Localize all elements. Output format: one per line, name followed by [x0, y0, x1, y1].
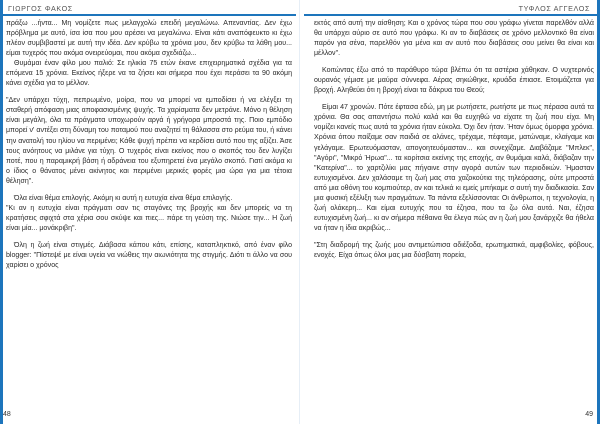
paragraph: Όλα είναι θέμα επιλογής. Ακόμη κι αυτή η ευτυχία είναι θέμα επιλογής. — [14, 194, 233, 202]
paragraph: Είμαι 47 χρονών. Πότε έφτασα εδώ, μη με ρωτήσετε, ρωτήστε με πως πέρασα αυτά τα χρόνια. Θα σας απαντήσω πολύ καλά και θα ευχηθώ να είχατε τη ζωή που είχα. Μη νομίζει κανείς πως αυτά τα χρόνια ήταν εύκολα. Όχι δεν ήταν. Ήταν όμως όμορφα χρόνια. Χρόνια όπου παίξαμε σαν παιδιά σε αλάνες, τρέχαμε, πέφταμε, ματώναμε, κλαίγαμε και γελάγαμε. Ερωτευόμασταν, απογοητευόμασταν... και συνεχίζαμε. Διαβάζαμε "Μπλεκ", "Αγόρι", "Μικρό Ήρωα"... τα κορίτσια εκείνης της εποχής, αν θυμάμαι καλά, διάβαζαν την "Κατερίνα"... το χαρτζιλίκι μας πήγαινε στην αγορά αυτών των περιοδικών. Ήμασταν ευτυχισμένοι. Δεν χαλάσαμε τη ζωή μας στα χαζοκούτια της τηλεόρασης, ούτε μπροστά από μια οθόνη του κομπιούτερ, αν και τελικά κι εμείς μπήκαμε σ αυτή την διαδικασία. Σαν μια φυσική εξέλιξη των πραγμάτων. Τα πάντα εξελίσσονται: Οι άνθρωποι, η τεχνολογία, η ζωή ολάκερη... Και είμαι ευτυχής που τα έζησα, που τα ζω όλα αυτά. Ναι, έζησα ευτυχισμένη ζωή... κι αν σήμερα πέθαινα θα έλεγα πώς αν η ζωή μου ξανάρχιζε θα ήθελα να ήταν η ίδια ακριβώς... — [314, 104, 594, 232]
left-page-blue-edge — [0, 0, 3, 424]
quote-paragraph: "Δεν υπάρχει τύχη, πεπρωμένο, μοίρα, που να μπορεί να εμποδίσει ή να ελέγξει τη σταθερή απόφαση μιας αποφασισμένης ψυχής. Τα χαρίσματα δεν μετράνε. Μόνο η θέληση είναι μεγάλη, όλα τα πράγματα υποχωρούν αργά ή γρήγορα μπροστά της. Ποιο εμπόδιο μπορεί ν' αντέξει στη δύναμη του ποταμού που αναζητεί τη θάλασσα στο ρεύμα του, ή κάνει την ανατολή του ηλίου να περιμένει; Κάθε ψυχή πρέπει να κερδίσει αυτό που της αξίζει. Άσε τους ανόητους να μιλάνε για τύχη. Ο τυχερός είναι εκείνος που ο σκοπός του δεν λυγίζει ποτέ, που η παραμικρή βάση ή αδράνεια του εξυπηρετεί ένα μεγάλο σκοπό. Γιατί ακόμα κι ο ίδιος ο θάνατος μένει ακίνητος και περιμένει μερικές φορές μια ώρα για μια τέτοια θέληση". — [6, 97, 292, 185]
left-header-rule — [0, 14, 296, 16]
page-number-left: 48 — [3, 411, 11, 418]
paragraph: Κοιτώντας έξω από το παράθυρο τώρα βλέπω ότι τα αστέρια χάθηκαν. Ο νυχτερινός ουρανός γέμισε με μαύρα σύννεφα. Αέρας σηκώθηκε, κρυάδα έπιασε. Ετοιμάζεται για βροχή. Αληθεύει ότι η βροχή είναι τα δάκρυα του Θεού; — [314, 67, 594, 95]
left-page-body — [6, 19, 292, 271]
left-running-header: ΓΙΩΡΓΟΣ ΦΑΚΟΣ — [8, 4, 73, 13]
paragraph: Θυμάμαι έναν φίλο μου παλιό: Σε ηλικία 75 ετών έκανε επιχειρηματικά σχέδια για τα επόμενα 15 χρόνια. Εκείνος ήξερε να τα ζήσει και σήμερα που έχει περάσει τα 90 ακόμη κάνει σχέδια για το μέλλον. — [6, 60, 292, 88]
page-number-right: 49 — [585, 411, 593, 418]
right-page — [300, 0, 600, 424]
paragraph: πράξω ...ήντα... Μη νομίζετε πως μελαγχολώ επειδή μεγαλώνω. Απεναντίας. Δεν έχω πρόβλημα με αυτό, ίσα ίσα που μου αρέσει να μεγαλώνω. Είναι κάτι αναπόφευκτο κι έχω πλέον συμβιβαστεί με αυτή την ιδέα. Δεν κρύβω τα χρόνια μου, δεν κρύβω τα λάθη μου... είμαι τυχερός που ακόμα ονειρεύομαι, που ακόμα σχεδιάζω... — [6, 20, 292, 58]
right-header-rule — [304, 14, 600, 16]
quote-paragraph: "Κι αν η ευτυχία είναι πράγματι σαν τις σταγόνες της βροχής και δεν μπορείς να τη κρατήσεις σφιχτά στα χέρια σου σκύψε και πιες... πάρε τη γεύση της. Νιώσε την... Η ζωή είναι μία... μονάκριβη". — [6, 204, 292, 232]
right-running-header: ΤΥΦΛΟΣ ΑΓΓΕΛΟΣ — [518, 4, 590, 13]
paragraph: Όλη η ζωή είναι στιγμές. Διάβασα κάπου κάτι, επίσης, καταπληκτικό, από έναν φίλο blogger: "Πίστεψέ με είναι υγεία να νιώθεις την αιωνιότητα της στιγμής. Διότι τι άλλο να σου χαρίσει ο χρόνος — [6, 241, 292, 270]
paragraph: εκτός από αυτή την αίσθηση; Και ο χρόνος τώρα που σου γράφω γίνεται παρελθόν αλλά θα υπάρχει αύριο σε αυτό που γράφω. Κι αν το διαβάσεις σε χρόνο μελλοντικό θα είναι παρόν για σένα, παρελθόν για μένα και αν αυτό που διαβάσεις σου μείνει θα είναι και μέλλον". — [314, 20, 594, 58]
right-page-body — [314, 19, 594, 261]
quote-paragraph: "Στη διαδρομή της ζωής μου αντιμετώπισα αδιέξοδα, ερωτηματικά, αμφιβολίες, φόβους, ενοχές. Είχα όπως όλοι μας μια δύσβατη πορεία, — [314, 241, 594, 259]
